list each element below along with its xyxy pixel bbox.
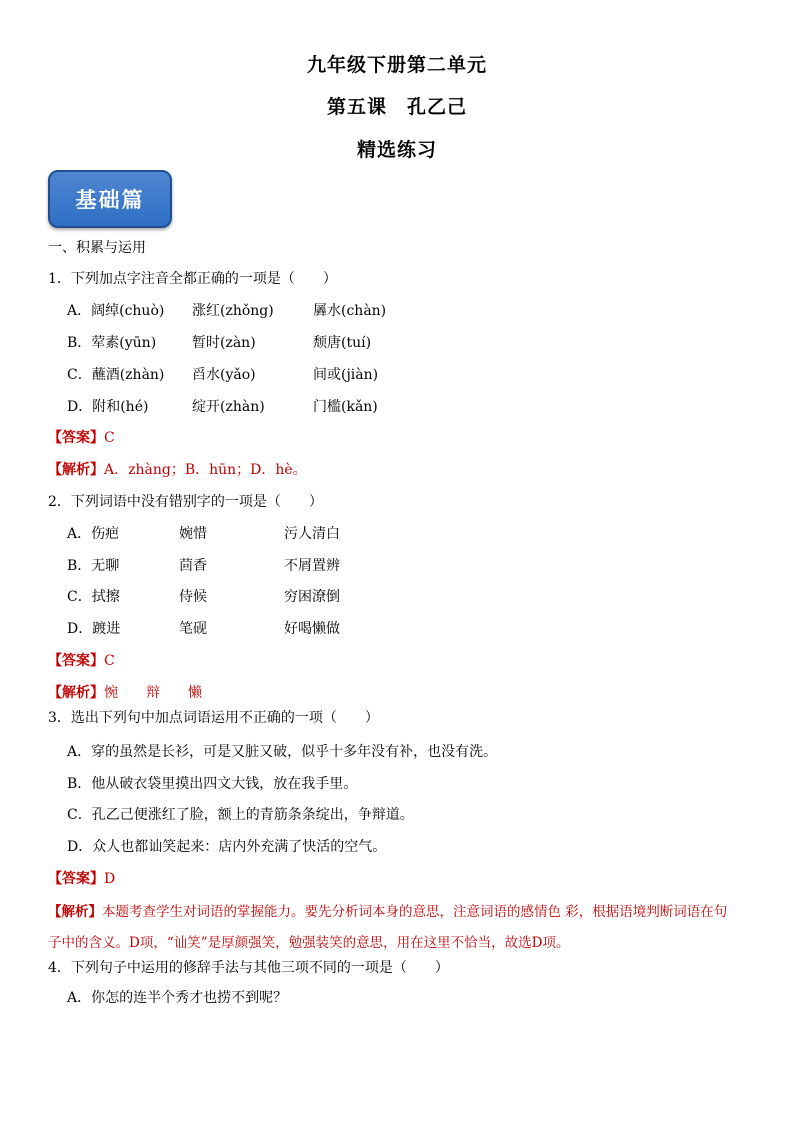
section-heading: 一、积累与运用 [48,240,146,256]
analysis-text: 本题考查学生对词语的掌握能力。要先分析词本身的意思，注意词语的感情色 彩，根据语境判断词语在句 [102,904,728,920]
lesson-title: 第五课 孔乙己 [326,96,467,118]
q1-analysis [48,459,307,479]
q1-option-a-1: A．阔绰(chuò) [67,303,165,319]
question-3-stem: 3．选出下列句中加点词语运用不正确的一项（ ） [48,710,379,726]
q2-analysis [48,682,202,702]
answer-label: 【答案】 [48,871,104,887]
q1-option-c-3: 间或(jiàn) [313,367,379,383]
q1-option-a-2: 涨红(zhǒng) [192,303,274,319]
q2-option-d-3: 好喝懒做 [284,621,340,637]
q1-option-d-1: D．附和(hé) [67,399,149,415]
q1-option-c-1: C．蘸酒(zhàn) [67,367,165,383]
q1-option-d-2: 绽开(zhàn) [192,399,265,415]
q3-option-d: D．众人也都讪笑起来：店内外充满了快活的空气。 [67,839,387,855]
q3-option-b: B．他从破衣袋里摸出四文大钱，放在我手里。 [67,776,358,792]
q2-option-d-1: D．踱进 [67,621,121,637]
answer-value: D [104,871,116,887]
question-4-stem: 4．下列句子中运用的修辞手法与其他三项不同的一项是（ ） [48,960,449,976]
q1-option-b-3: 颓唐(tuí) [313,335,372,351]
q1-option-b-2: 暂时(zàn) [192,335,256,351]
q2-option-c-3: 穷困潦倒 [284,589,340,605]
q2-answer [48,650,115,670]
q2-option-a-3: 污人清白 [284,526,340,542]
analysis-text: A．zhàng；B．hūn；D．hè。 [104,462,307,478]
q3-option-c: C．孔乙己便涨红了脸，额上的青筋条条绽出，争辩道。 [67,807,414,823]
q4-option-a: A．你怎的连半个秀才也捞不到呢？ [67,990,288,1006]
analysis-label: 【解析】 [48,685,104,701]
q3-analysis [48,900,727,920]
q2-option-a-1: A．伤疤 [67,526,120,542]
q2-option-b-2: 茴香 [179,558,207,574]
page-title: 九年级下册第二单元 [306,54,487,76]
question-1-stem: 1．下列加点字注音全都正确的一项是（ ） [48,271,337,287]
answer-value: C [104,653,115,669]
q3-analysis-cont: 子中的含义。D项，“讪笑”是厚颜强笑，勉强装笑的意思，用在这里不恰当，故选D项。 [48,935,570,951]
answer-label: 【答案】 [48,430,104,446]
q2-option-c-1: C．拭擦 [67,589,120,605]
q2-option-c-2: 侍候 [179,589,207,605]
q2-option-d-2: 笔砚 [179,621,207,637]
answer-value: C [104,430,115,446]
q3-answer [48,868,115,888]
q1-option-b-1: B．荤素(yūn) [67,335,157,351]
analysis-label: 【解析】 [48,904,102,920]
q2-option-b-1: B．无聊 [67,558,120,574]
q3-option-a: A．穿的虽然是长衫，可是又脏又破，似乎十多年没有补，也没有洗。 [67,744,498,760]
analysis-text: 惋 辩 懒 [104,685,202,701]
q2-option-b-3: 不屑置辨 [284,558,340,574]
q1-option-c-2: 舀水(yǎo) [192,367,256,383]
question-2-stem: 2．下列词语中没有错别字的一项是（ ） [48,494,323,510]
q1-option-a-3: 羼水(chàn) [313,303,387,319]
q1-answer [48,427,115,447]
section-badge: 基础篇 [48,170,172,228]
analysis-label: 【解析】 [48,462,104,478]
q1-option-d-3: 门槛(kǎn) [313,399,378,415]
answer-label: 【答案】 [48,653,104,669]
subtitle: 精选练习 [356,139,437,161]
q2-option-a-2: 婉惜 [179,526,207,542]
